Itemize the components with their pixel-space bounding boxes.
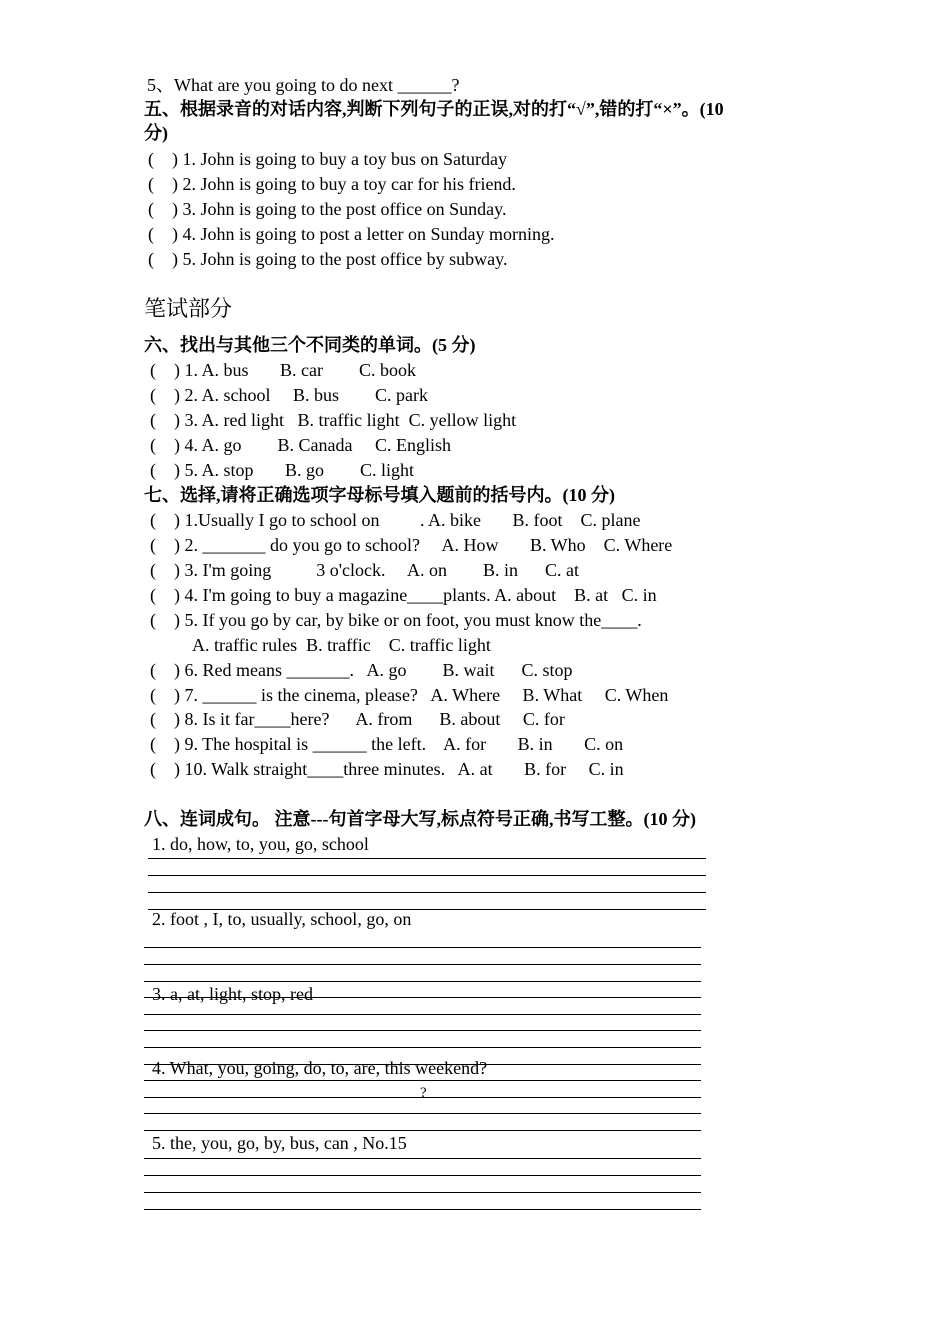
answer-line[interactable] [144, 947, 701, 948]
listening-question-5: 5、What are you going to do next ______? [147, 75, 460, 95]
answer-line[interactable] [144, 1192, 701, 1193]
part7-item-9: ( ) 9. The hospital is ______ the left. A. for B. in C. on [150, 734, 624, 754]
part5-item-3: ( ) 3. John is going to the post office on Sunday. [148, 199, 507, 219]
answer-line[interactable] [144, 1030, 701, 1031]
answer-line[interactable] [144, 1158, 701, 1159]
answer-line[interactable] [144, 1014, 701, 1015]
part5-item-1: ( ) 1. John is going to buy a toy bus on Saturday [148, 149, 507, 169]
part5-heading-cont: 分) [144, 123, 168, 143]
answer-line[interactable] [144, 1130, 701, 1131]
part8-item-2: 2. foot , I, to, usually, school, go, on [152, 909, 412, 929]
part7-item-10: ( ) 10. Walk straight____three minutes. A. at B. for C. in [150, 759, 624, 779]
answer-line[interactable] [148, 858, 706, 859]
answer-line[interactable] [144, 964, 701, 965]
part7-item-4: ( ) 4. I'm going to buy a magazine____plants. A. about B. at C. in [150, 585, 657, 605]
part7-item-1: ( ) 1.Usually I go to school on . A. bike B. foot C. plane [150, 510, 641, 530]
part7-item-5-options: A. traffic rules B. traffic C. traffic light [192, 635, 491, 655]
answer-line[interactable] [148, 892, 706, 893]
part7-item-6: ( ) 6. Red means _______. A. go B. wait C. stop [150, 660, 573, 680]
answer-line[interactable] [144, 1209, 701, 1210]
part5-item-4: ( ) 4. John is going to post a letter on Sunday morning. [148, 224, 555, 244]
answer-line[interactable] [144, 1113, 701, 1114]
part5-item-2: ( ) 2. John is going to buy a toy car for his friend. [148, 174, 516, 194]
part7-item-3: ( ) 3. I'm going 3 o'clock. A. on B. in C. at [150, 560, 579, 580]
part6-item-4: ( ) 4. A. go B. Canada C. English [150, 435, 451, 455]
answer-line[interactable] [148, 875, 706, 876]
answer-line[interactable] [144, 1047, 701, 1048]
answer-line[interactable] [144, 1097, 701, 1098]
part7-item-5: ( ) 5. If you go by car, by bike or on foot, you must know the____. [150, 610, 642, 630]
part8-heading: 八、连词成句。 注意---句首字母大写,标点符号正确,书写工整。(10 分) [144, 809, 696, 829]
part7-heading: 七、选择,请将正确选项字母标号填入题前的括号内。(10 分) [144, 485, 615, 505]
part6-item-5: ( ) 5. A. stop B. go C. light [150, 460, 415, 480]
part7-item-2: ( ) 2. _______ do you go to school? A. How B. Who C. Where [150, 535, 673, 555]
part8-item-3: 3. a, at, light, stop, red [152, 984, 313, 1004]
part7-item-8: ( ) 8. Is it far____here? A. from B. about C. for [150, 709, 565, 729]
question-mark: ? [420, 1085, 427, 1101]
part8-item-5: 5. the, you, go, by, bus, can , No.15 [152, 1133, 407, 1153]
part6-item-3: ( ) 3. A. red light B. traffic light C. yellow light [150, 410, 517, 430]
part7-item-7: ( ) 7. ______ is the cinema, please? A. Where B. What C. When [150, 685, 669, 705]
part5-heading: 五、根据录音的对话内容,判断下列句子的正误,对的打“√”,错的打“×”。(10 [144, 99, 724, 119]
part6-item-2: ( ) 2. A. school B. bus C. park [150, 385, 428, 405]
part5-item-5: ( ) 5. John is going to the post office by subway. [148, 249, 508, 269]
answer-line[interactable] [144, 1080, 701, 1081]
answer-line[interactable] [144, 981, 701, 982]
written-section-title: 笔试部分 [144, 296, 233, 321]
part8-item-1: 1. do, how, to, you, go, school [152, 834, 369, 854]
part6-heading: 六、找出与其他三个不同类的单词。(5 分) [144, 335, 476, 355]
answer-line[interactable] [144, 1175, 701, 1176]
part8-item-4: 4. What, you, going, do, to, are, this weekend? [152, 1058, 488, 1078]
part6-item-1: ( ) 1. A. bus B. car C. book [150, 360, 416, 380]
